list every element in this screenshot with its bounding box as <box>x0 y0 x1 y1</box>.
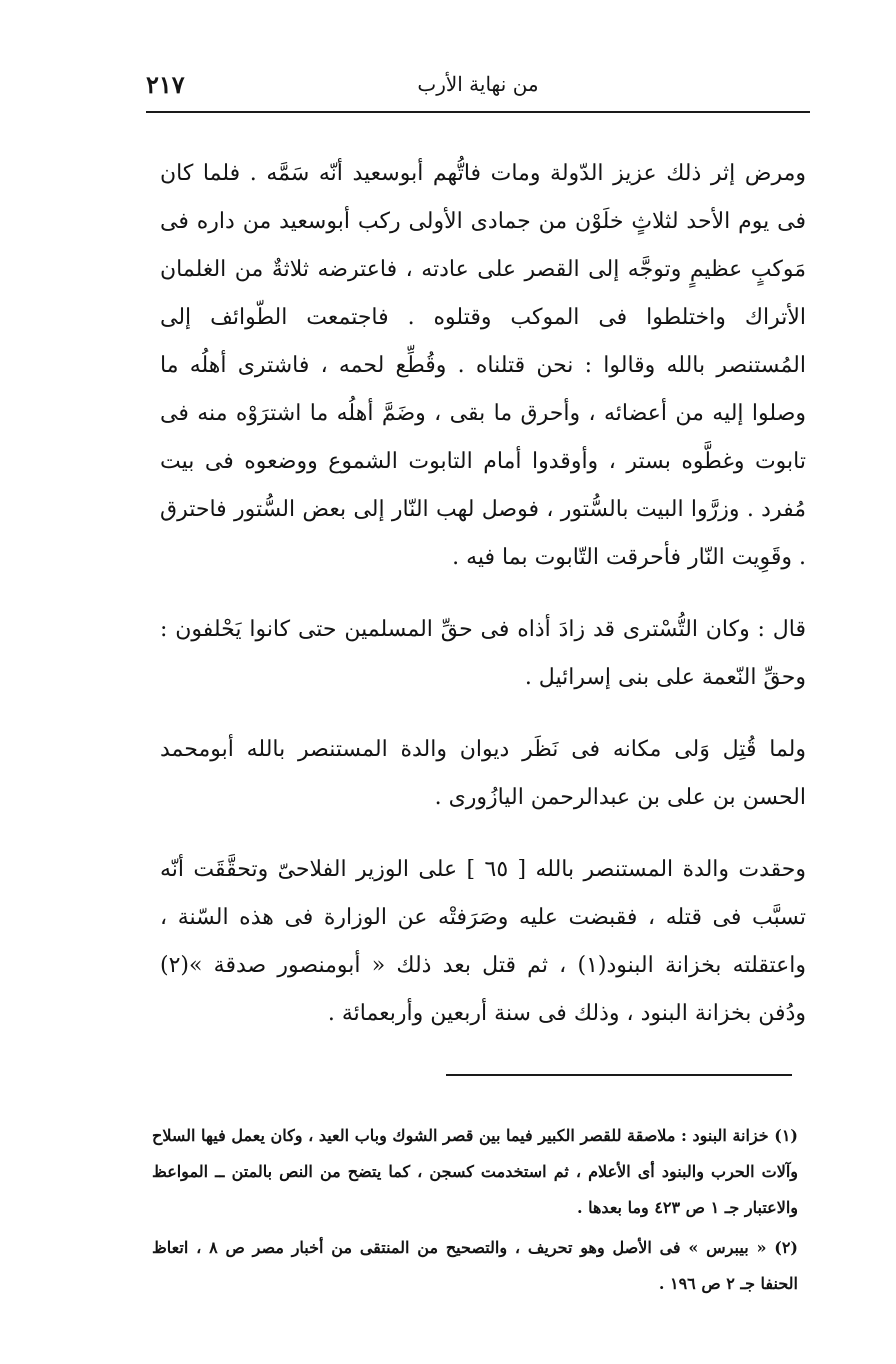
footnotes <box>152 1118 798 1306</box>
header-rule <box>146 111 810 113</box>
paragraph: قال : وكان التُّسْترى قد زادَ أذاه فى حقِّ المسلمين حتى كانوا يَحْلفون : وحقِّ النّعمة على بنى إسرائيل . <box>160 617 807 690</box>
paragraph: وحقدت والدة المستنصر بالله [ ٦٥ ] على الوزير الفلاحىّ وتحقَّقَت أنّه تسبَّب فى قتله ، فقبضت عليه وصَرَفتْه عن الوزارة فى هذه السّنة ، واعتقلته بخزانة البنود(١) ، ثم قتل بعد ذلك « أبومنصور صدقة »(٢) ودُفن بخزانة البنود ، وذلك فى سنة أربعين وأربعمائة . <box>160 857 807 1026</box>
running-title: من نهاية الأرب <box>417 72 539 96</box>
paragraph: ومرض إثر ذلك عزيز الدّولة ومات فاتُّهم أبوسعيد أنّه سَمَّه . فلما كان فى يوم الأحد لثلاثٍ خلَوْن من جمادى الأولى ركب أبوسعيد من داره فى مَوكبٍ عظيمٍ وتوجَّه إلى القصر على عادته ، فاعترضه ثلاثةٌ من الغلمان الأتراك واختلطوا فى الموكب وقتلوه . فاجتمعت الطّوائف إلى المُستنصر بالله وقالوا : نحن قتلناه . وقُطِّع لحمه ، فاشترى أهلُه ما وصلوا إليه من أعضائه ، وأحرق ما بقى ، وضَمَّ أهلُه ما اشترَوْه منه فى تابوت وغطَّوه بستر ، وأوقدوا أمام التابوت الشموع ووضعوه فى بيت مُفرد . وزرَّوا البيت بالسُّتور ، فوصل لهب النّار إلى بعض السُّتور فاحترق . وقَوِيت النّار فأحرقت التّابوت بما فيه . <box>160 161 807 570</box>
footnote-separator <box>446 1074 792 1076</box>
main-text <box>160 150 806 1038</box>
footnote: (٢) « بيبرس » فى الأصل وهو تحريف ، والتصحيح من المنتقى من أخبار مصر ص ٨ ، اتعاظ الحنفا جـ ٢ ص ١٩٦ . <box>152 1238 798 1293</box>
running-head <box>146 66 810 106</box>
page-number: ٢١٧ <box>146 70 185 99</box>
footnote: (١) خزانة البنود : ملاصقة للقصر الكبير فيما بين قصر الشوك وباب العيد ، وكان يعمل فيها السلاح وآلات الحرب والبنود أى الأعلام ، ثم استخدمت كسجن ، كما يتضح من النص بالمتن ــ المواعظ والاعتبار جـ ١ ص ٤٢٣ وما بعدها . <box>152 1126 798 1217</box>
paragraph: ولما قُتِل وَلى مكانه فى نَظَر ديوان والدة المستنصر بالله أبومحمد الحسن بن على بن عبدالرحمن اليازُورى . <box>160 737 806 810</box>
